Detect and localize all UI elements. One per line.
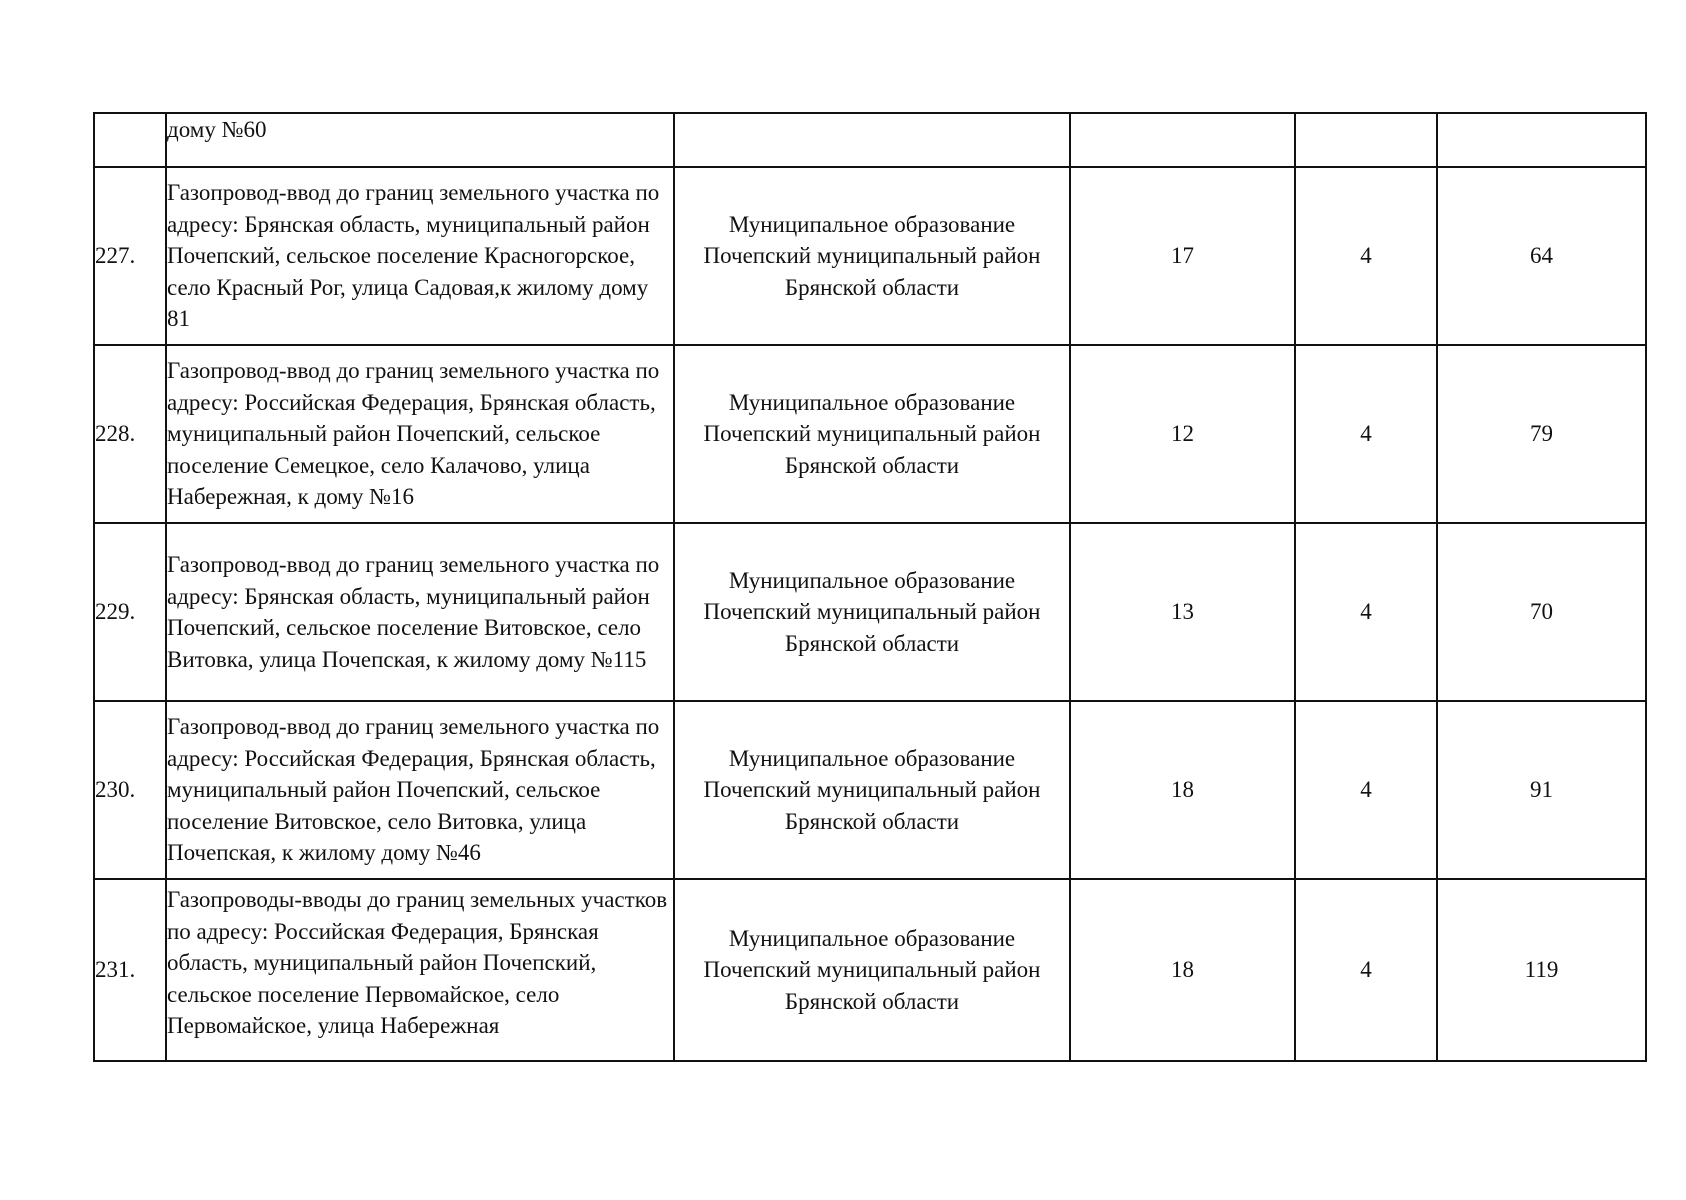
value-cell-5: 4 [1295, 523, 1437, 701]
row-number-cell: 230. [94, 701, 166, 879]
table-row [94, 701, 1646, 879]
value-cell-6: 70 [1437, 523, 1646, 701]
value-cell-5 [1295, 113, 1437, 167]
row-number-cell: 231. [94, 879, 166, 1061]
owner-cell: Муниципальное образование Почепский муниципальный район Брянской области [674, 879, 1070, 1061]
document-page [93, 112, 1645, 1062]
owner-cell: Муниципальное образование Почепский муниципальный район Брянской области [674, 167, 1070, 345]
object-description-cell: Газопровод-ввод до границ земельного участка по адресу: Российская Федерация, Брянская область, муниципальный район Почепский, сельское поселение Семецкое, село Калачово, улица Набережная, к дому №16 [166, 345, 674, 523]
value-cell-6: 79 [1437, 345, 1646, 523]
value-cell-6: 119 [1437, 879, 1646, 1061]
object-description-cell: дому №60 [166, 113, 674, 167]
value-cell-4: 17 [1070, 167, 1295, 345]
object-description-cell: Газопровод-ввод до границ земельного участка по адресу: Российская Федерация, Брянская область, муниципальный район Почепский, сельское поселение Витовское, село Витовка, улица Почепская, к жилому дому №46 [166, 701, 674, 879]
object-description-cell: Газопровод-ввод до границ земельного участка по адресу: Брянская область, муниципальный район Почепский, сельское поселение Красногорское, село Красный Рог, улица Садовая,к жилому дому 81 [166, 167, 674, 345]
value-cell-5: 4 [1295, 345, 1437, 523]
value-cell-4: 13 [1070, 523, 1295, 701]
row-number-cell [94, 113, 166, 167]
value-cell-4: 12 [1070, 345, 1295, 523]
table-row-continuation [94, 113, 1646, 167]
value-cell-4 [1070, 113, 1295, 167]
value-cell-6 [1437, 113, 1646, 167]
value-cell-6: 91 [1437, 701, 1646, 879]
owner-cell [674, 113, 1070, 167]
value-cell-5: 4 [1295, 167, 1437, 345]
value-cell-5: 4 [1295, 701, 1437, 879]
row-number-cell: 227. [94, 167, 166, 345]
value-cell-5: 4 [1295, 879, 1437, 1061]
owner-cell: Муниципальное образование Почепский муниципальный район Брянской области [674, 345, 1070, 523]
value-cell-4: 18 [1070, 701, 1295, 879]
table-row [94, 167, 1646, 345]
table-row [94, 523, 1646, 701]
owner-cell: Муниципальное образование Почепский муниципальный район Брянской области [674, 523, 1070, 701]
table-row [94, 879, 1646, 1061]
row-number-cell: 229. [94, 523, 166, 701]
object-description-cell: Газопроводы-вводы до границ земельных участков по адресу: Российская Федерация, Брянская область, муниципальный район Почепский, сельское поселение Первомайское, село Первомайское, улица Набережная [166, 879, 674, 1061]
gas-pipeline-registry-table [93, 112, 1647, 1062]
table-row [94, 345, 1646, 523]
owner-cell: Муниципальное образование Почепский муниципальный район Брянской области [674, 701, 1070, 879]
row-number-cell: 228. [94, 345, 166, 523]
value-cell-4: 18 [1070, 879, 1295, 1061]
object-description-cell: Газопровод-ввод до границ земельного участка по адресу: Брянская область, муниципальный район Почепский, сельское поселение Витовское, село Витовка, улица Почепская, к жилому дому №115 [166, 523, 674, 701]
value-cell-6: 64 [1437, 167, 1646, 345]
